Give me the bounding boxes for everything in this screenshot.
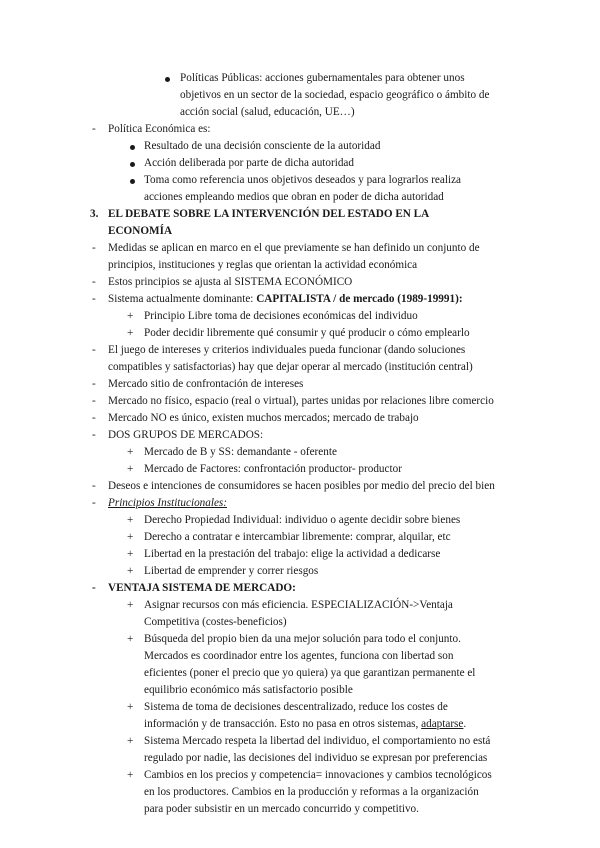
section-heading: EL DEBATE SOBRE LA INTERVENCIÓN DEL ESTADO EN LA <box>108 208 430 220</box>
text-line: Mercado de Factores: confrontación productor- productor <box>144 463 402 475</box>
plus-marker: + <box>127 531 134 543</box>
text-segment-bold: CAPITALISTA / de mercado (1989-19991): <box>256 293 463 305</box>
text-line: El juego de intereses y criterios individuales pueda funcionar (dando soluciones <box>108 344 466 356</box>
text-line: objetivos en un sector de la sociedad, espacio geográfico o ámbito de <box>180 89 490 101</box>
text-segment: información y de transacción. Esto no pasa en otros sistemas, <box>144 718 422 730</box>
text-line: Sistema de toma de decisiones descentralizado, reduce los costes de <box>144 701 448 713</box>
plus-marker: + <box>127 599 134 611</box>
plus-marker: + <box>127 565 134 577</box>
text-line: Derecho Propiedad Individual: individuo o agente decidir sobre bienes <box>144 514 461 526</box>
plus-marker: + <box>127 633 134 645</box>
text-line: Búsqueda del propio bien da una mejor solución para todo el conjunto. <box>144 633 461 645</box>
text-line: compatibles y satisfactorias) hay que dejar operar al mercado (institución central) <box>108 361 473 373</box>
text-line: en los productores. Cambios en la producción y reformas a la organización <box>144 786 479 798</box>
plus-marker: + <box>127 735 134 747</box>
text-line: acciones empleando medios que obran en poder de dicha autoridad <box>144 191 444 203</box>
subheading-bold: VENTAJA SISTEMA DE MERCADO: <box>108 582 296 594</box>
text-line: Acción deliberada por parte de dicha autoridad <box>144 157 354 169</box>
plus-marker: + <box>127 310 134 322</box>
subheading-italic: Principios Institucionales: <box>108 497 228 509</box>
dash-marker: - <box>92 480 96 492</box>
text-line: Cambios en los precios y competencia= innovaciones y cambios tecnológicos <box>144 769 492 781</box>
text-line: Principio Libre toma de decisiones económicas del individuo <box>144 310 418 322</box>
plus-marker: + <box>127 446 134 458</box>
dash-marker: - <box>92 293 96 305</box>
dash-marker: - <box>92 378 96 390</box>
text-line: Mercado NO es único, existen muchos mercados; mercado de trabajo <box>108 412 419 424</box>
text-line: para poder subsistir en un mercado concurrido y competitivo. <box>144 803 419 815</box>
plus-marker: + <box>127 548 134 560</box>
text-line: Competitiva (costes-beneficios) <box>144 616 287 628</box>
dash-marker: - <box>92 412 96 424</box>
text-line: Toma como referencia unos objetivos deseados y para lograrlos realiza <box>144 174 462 186</box>
text-line: Deseos e intenciones de consumidores se hacen posibles por medio del precio del bien <box>108 480 495 492</box>
plus-marker: + <box>127 701 134 713</box>
text-line: Derecho a contratar e intercambiar libremente: comprar, alquilar, etc <box>144 531 451 543</box>
text-line: Resultado de una decisión consciente de la autoridad <box>144 140 381 152</box>
text-line: Estos principios se ajusta al SISTEMA ECONÓMICO <box>108 276 353 288</box>
bullet-dot-icon <box>130 145 135 150</box>
text-line: regulado por nadie, las decisiones del individuo se expresan por preferencias <box>144 752 488 764</box>
text-line: Mercado no físico, espacio (real o virtual), partes unidas por relaciones libre comercio <box>108 395 494 407</box>
bullet-dot-icon <box>165 77 170 82</box>
text-line: Política Económica es: <box>108 123 211 135</box>
dash-marker: - <box>92 429 96 441</box>
text-segment-underlined: adaptarse <box>421 718 464 730</box>
text-segment: Sistema actualmente dominante: <box>108 293 257 305</box>
text-line: Libertad de emprender y correr riesgos <box>144 565 319 577</box>
text-line: eficientes (poner el precio que yo quiera) ya que garantizan permanente el <box>144 667 476 679</box>
plus-marker: + <box>127 463 134 475</box>
text-line: equilibrio económico más satisfactorio posible <box>144 684 353 696</box>
plus-marker: + <box>127 514 134 526</box>
bullet-dot-icon <box>130 179 135 184</box>
text-line: Sistema Mercado respeta la libertad del individuo, el comportamiento no está <box>144 735 491 747</box>
plus-marker: + <box>127 327 134 339</box>
section-number: 3. <box>90 208 99 220</box>
dash-marker: - <box>92 497 96 509</box>
dash-marker: - <box>92 344 96 356</box>
text-line <box>108 291 463 307</box>
text-line: Mercados es coordinador entre los agentes, funciona con libertad son <box>144 650 454 662</box>
bullet-dot-icon <box>130 162 135 167</box>
dash-marker: - <box>92 276 96 288</box>
text-line: Políticas Públicas: acciones gubernamentales para obtener unos <box>180 72 465 84</box>
text-line: acción social (salud, educación, UE…) <box>180 106 355 118</box>
dash-marker: - <box>92 582 96 594</box>
dash-marker: - <box>92 242 96 254</box>
text-line: Medidas se aplican en marco en el que previamente se han definido un conjunto de <box>108 242 480 254</box>
text-line: Poder decidir libremente qué consumir y qué producir o cómo emplearlo <box>144 327 470 339</box>
text-line: Mercado de B y SS: demandante - oferente <box>144 446 337 458</box>
text-line <box>144 716 466 732</box>
plus-marker: + <box>127 769 134 781</box>
text-line: principios, instituciones y reglas que orientan la actividad económica <box>108 259 418 271</box>
text-line: Libertad en la prestación del trabajo: elige la actividad a dedicarse <box>144 548 441 560</box>
dash-marker: - <box>92 395 96 407</box>
dash-marker: - <box>92 123 96 135</box>
text-line: Asignar recursos con más eficiencia. ESPECIALIZACIÓN->Ventaja <box>144 599 453 611</box>
text-line: DOS GRUPOS DE MERCADOS: <box>108 429 264 441</box>
section-heading: ECONOMÍA <box>108 225 173 237</box>
text-segment: . <box>463 718 467 730</box>
text-line: Mercado sitio de confrontación de intereses <box>108 378 304 390</box>
